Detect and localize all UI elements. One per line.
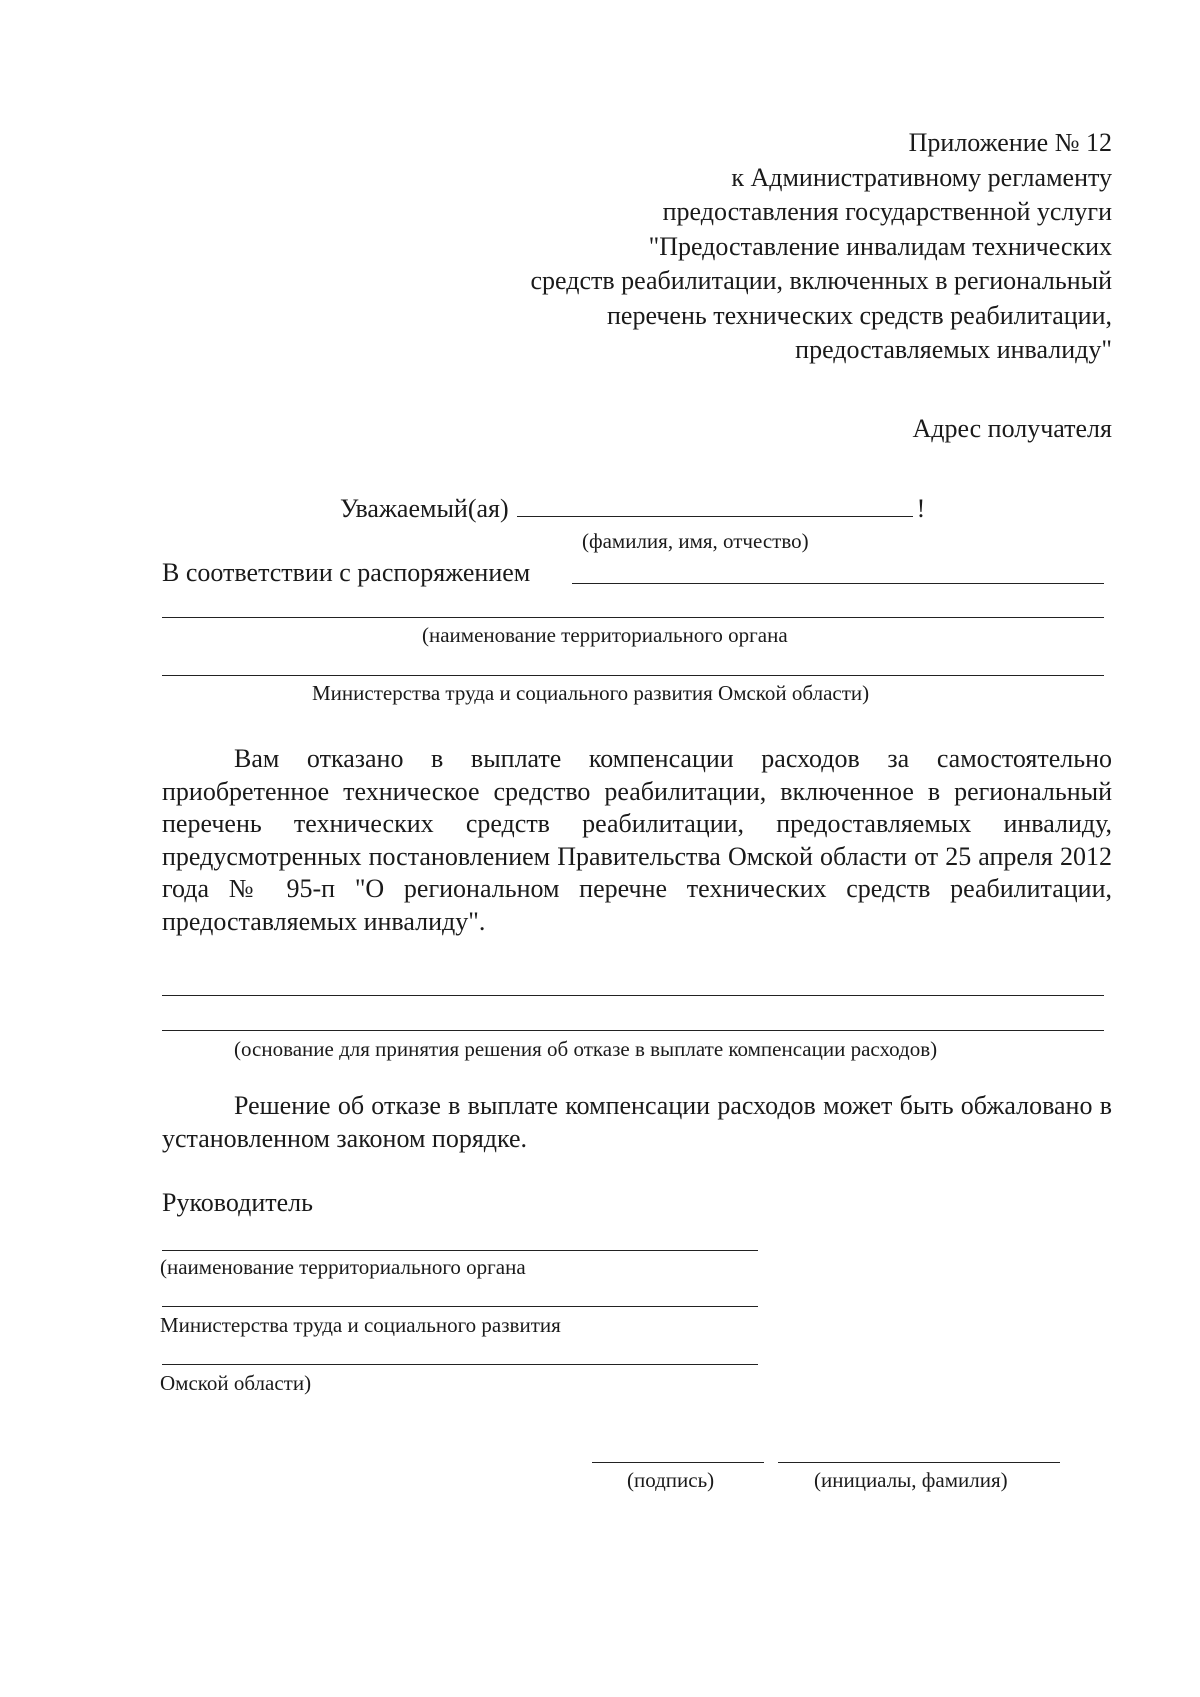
greeting-suffix: ! (916, 494, 926, 523)
initials-caption: (инициалы, фамилия) (814, 1468, 1008, 1492)
appendix-header (412, 126, 1112, 368)
greeting-prefix: Уважаемый(ая) (340, 494, 509, 523)
header-line: предоставляемых инвалиду" (795, 335, 1112, 364)
recipient-address-label: Адрес получателя (912, 414, 1112, 443)
order-label: В соответствии с распоряжением (162, 558, 531, 587)
reason-blank-1 (162, 995, 1104, 996)
name-blank (517, 492, 913, 517)
header-line: перечень технических средств реабилитации, (606, 300, 1112, 330)
header-line: предоставления государственной услуги (662, 197, 1112, 226)
reason-blank-2 (162, 1030, 1104, 1031)
head-blank-1 (162, 1250, 758, 1251)
head-caption-3: Омской области) (160, 1371, 312, 1395)
appeal-paragraph (162, 1090, 1112, 1155)
header-line: к Административному регламенту (731, 162, 1112, 192)
head-title: Руководитель (162, 1188, 313, 1217)
signature-caption: (подпись) (627, 1468, 715, 1492)
signature-blank (592, 1462, 764, 1463)
header-line: Приложение № 12 (908, 128, 1112, 157)
ministry-caption: Министерства труда и социального развития Омской области) (312, 681, 870, 705)
header-line: средств реабилитации, включенных в региональный (530, 266, 1112, 295)
appeal-text: Решение об отказе в выплате компенсации расходов может быть обжаловано в установленном законом порядке. (162, 1091, 1112, 1153)
refusal-text: Вам отказано в выплате компенсации расходов за самостоятельно приобретенное техническое средство реабилитации, включенное в региональный перечень технических средств реабилитации, предоставляемых инвалиду, предусмотренных постановлением Правительства Омской области от 25 апреля 2012 года № 95-п "О региональном перечне технических средств реабилитации, предоставляемых инвалиду". (162, 744, 1112, 936)
header-line: "Предоставление инвалидам технических (648, 231, 1112, 261)
initials-blank (778, 1462, 1060, 1463)
reason-caption: (основание для принятия решения об отказе в выплате компенсации расходов) (234, 1037, 938, 1061)
head-blank-3 (162, 1364, 758, 1365)
head-caption-1: (наименование территориального органа (160, 1255, 526, 1279)
refusal-paragraph (162, 743, 1112, 938)
greeting-line (340, 492, 925, 526)
head-blank-2 (162, 1306, 758, 1307)
order-blank-2 (162, 617, 1104, 618)
order-blank-3 (162, 675, 1104, 676)
order-blank (572, 583, 1104, 584)
territorial-body-caption: (наименование территориального органа (422, 623, 788, 647)
name-caption: (фамилия, имя, отчество) (582, 529, 809, 553)
head-caption-2: Министерства труда и социального развития (160, 1313, 561, 1337)
